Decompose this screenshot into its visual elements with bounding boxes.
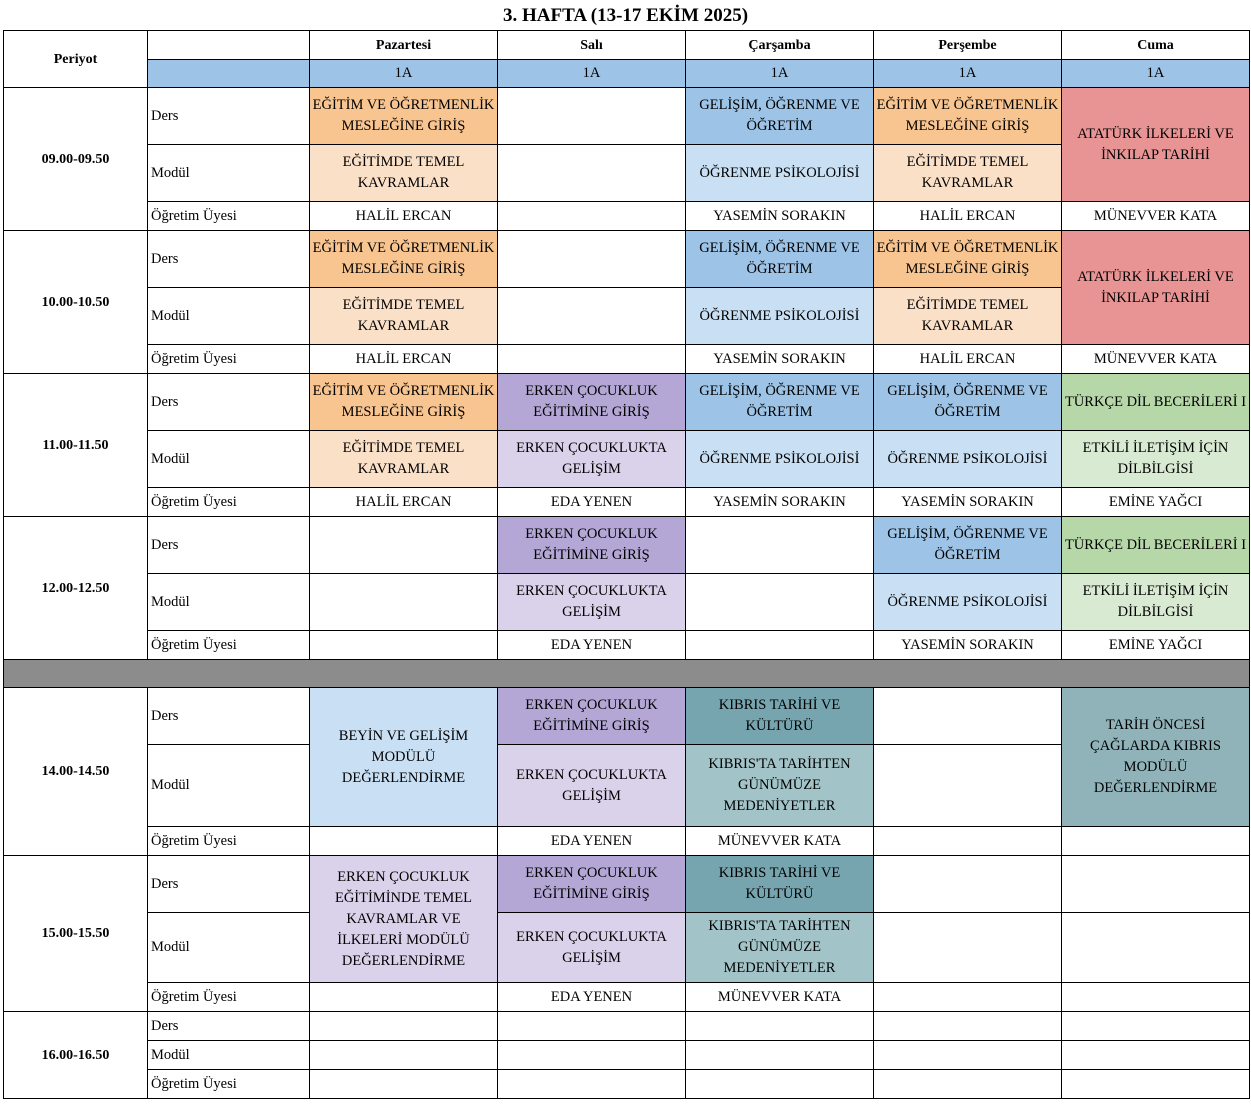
row-label-ders: Ders (148, 231, 310, 288)
module-cell: ERKEN ÇOCUKLUKTA GELİŞİM (498, 745, 686, 827)
class-header-blank (148, 60, 310, 88)
module-cell: KIBRIS'TA TARİHTEN GÜNÜMÜZE MEDENİYETLER (686, 913, 874, 983)
instructor-cell: EMİNE YAĞCI (1062, 488, 1250, 517)
module-cell: ERKEN ÇOCUKLUKTA GELİŞİM (498, 431, 686, 488)
day-header-friday: Cuma (1062, 31, 1250, 60)
evaluation-cell: BEYİN VE GELİŞİM MODÜLÜ DEĞERLENDİRME (310, 688, 498, 827)
instructor-cell: YASEMİN SORAKIN (686, 488, 874, 517)
module-cell: ERKEN ÇOCUKLUKTA GELİŞİM (498, 574, 686, 631)
row-label-modul: Modül (148, 574, 310, 631)
instructor-cell: HALİL ERCAN (310, 488, 498, 517)
empty-cell (498, 231, 686, 288)
module-cell: EĞİTİMDE TEMEL KAVRAMLAR (310, 288, 498, 345)
instructor-cell: MÜNEVVER KATA (686, 827, 874, 856)
empty-cell (686, 1070, 874, 1099)
instructor-cell: MÜNEVVER KATA (686, 983, 874, 1012)
class-label: 1A (310, 60, 498, 88)
module-cell: EĞİTİMDE TEMEL KAVRAMLAR (310, 431, 498, 488)
module-cell: EĞİTİMDE TEMEL KAVRAMLAR (874, 288, 1062, 345)
empty-cell (874, 688, 1062, 745)
module-cell: ETKİLİ İLETİŞİM İÇİN DİLBİLGİSİ (1062, 431, 1250, 488)
instructor-cell: YASEMİN SORAKIN (874, 488, 1062, 517)
instructor-cell: EDA YENEN (498, 631, 686, 660)
row-label-uye: Öğretim Üyesi (148, 202, 310, 231)
row-label-ders: Ders (148, 374, 310, 431)
course-cell: ATATÜRK İLKELERİ VE İNKILAP TARİHİ (1062, 88, 1250, 202)
instructor-cell: EDA YENEN (498, 827, 686, 856)
instructor-cell: EDA YENEN (498, 983, 686, 1012)
row-label-ders: Ders (148, 688, 310, 745)
instructor-cell: YASEMİN SORAKIN (686, 345, 874, 374)
row-label-modul: Modül (148, 431, 310, 488)
module-cell: ÖĞRENME PSİKOLOJİSİ (874, 431, 1062, 488)
empty-cell (310, 983, 498, 1012)
empty-cell (498, 288, 686, 345)
empty-cell (686, 1041, 874, 1070)
row-label-uye: Öğretim Üyesi (148, 345, 310, 374)
period-label: 15.00-15.50 (4, 856, 148, 1012)
day-header-tuesday: Salı (498, 31, 686, 60)
class-label: 1A (1062, 60, 1250, 88)
empty-cell (1062, 1012, 1250, 1041)
module-cell: KIBRIS'TA TARİHTEN GÜNÜMÜZE MEDENİYETLER (686, 745, 874, 827)
course-cell: GELİŞİM, ÖĞRENME VE ÖĞRETİM (874, 374, 1062, 431)
module-cell: EĞİTİMDE TEMEL KAVRAMLAR (310, 145, 498, 202)
empty-cell (686, 1012, 874, 1041)
instructor-cell: YASEMİN SORAKIN (874, 631, 1062, 660)
class-label: 1A (498, 60, 686, 88)
course-cell: GELİŞİM, ÖĞRENME VE ÖĞRETİM (686, 231, 874, 288)
course-cell: GELİŞİM, ÖĞRENME VE ÖĞRETİM (686, 88, 874, 145)
instructor-cell: YASEMİN SORAKIN (686, 202, 874, 231)
row-label-ders: Ders (148, 88, 310, 145)
empty-cell (310, 1070, 498, 1099)
course-cell: GELİŞİM, ÖĞRENME VE ÖĞRETİM (874, 517, 1062, 574)
period-label: 12.00-12.50 (4, 517, 148, 660)
empty-cell (498, 345, 686, 374)
empty-cell (1062, 913, 1250, 983)
period-label: 11.00-11.50 (4, 374, 148, 517)
instructor-cell: MÜNEVVER KATA (1062, 202, 1250, 231)
instructor-cell: EDA YENEN (498, 488, 686, 517)
empty-cell (1062, 1070, 1250, 1099)
row-label-uye: Öğretim Üyesi (148, 983, 310, 1012)
empty-cell (310, 574, 498, 631)
module-cell: ÖĞRENME PSİKOLOJİSİ (874, 574, 1062, 631)
course-cell: GELİŞİM, ÖĞRENME VE ÖĞRETİM (686, 374, 874, 431)
row-label-ders: Ders (148, 856, 310, 913)
class-label: 1A (686, 60, 874, 88)
empty-cell (310, 1041, 498, 1070)
row-label-ders: Ders (148, 517, 310, 574)
empty-cell (310, 517, 498, 574)
blank-header-cell (148, 31, 310, 60)
page-title: 3. HAFTA (13-17 EKİM 2025) (502, 5, 749, 26)
row-label-ders: Ders (148, 1012, 310, 1041)
periyot-header: Periyot (4, 31, 148, 88)
empty-cell (874, 913, 1062, 983)
row-label-uye: Öğretim Üyesi (148, 488, 310, 517)
course-cell: ERKEN ÇOCUKLUK EĞİTİMİNE GİRİŞ (498, 688, 686, 745)
empty-cell (874, 827, 1062, 856)
evaluation-cell: ERKEN ÇOCUKLUK EĞİTİMİNDE TEMEL KAVRAMLAR VE İLKELERİ MODÜLÜ DEĞERLENDİRME (310, 856, 498, 983)
row-label-modul: Modül (148, 913, 310, 983)
course-cell: EĞİTİM VE ÖĞRETMENLİK MESLEĞİNE GİRİŞ (310, 88, 498, 145)
empty-cell (1062, 983, 1250, 1012)
module-cell: ETKİLİ İLETİŞİM İÇİN DİLBİLGİSİ (1062, 574, 1250, 631)
empty-cell (310, 827, 498, 856)
instructor-cell: HALİL ERCAN (874, 202, 1062, 231)
course-cell: ERKEN ÇOCUKLUK EĞİTİMİNE GİRİŞ (498, 856, 686, 913)
course-cell: ERKEN ÇOCUKLUK EĞİTİMİNE GİRİŞ (498, 517, 686, 574)
empty-cell (1062, 827, 1250, 856)
empty-cell (310, 1012, 498, 1041)
class-label: 1A (874, 60, 1062, 88)
empty-cell (686, 631, 874, 660)
empty-cell (686, 574, 874, 631)
empty-cell (498, 1041, 686, 1070)
lunch-separator (4, 660, 1250, 688)
course-cell: KIBRIS TARİHİ VE KÜLTÜRÜ (686, 856, 874, 913)
module-cell: EĞİTİMDE TEMEL KAVRAMLAR (874, 145, 1062, 202)
module-cell: ERKEN ÇOCUKLUKTA GELİŞİM (498, 913, 686, 983)
empty-cell (874, 1012, 1062, 1041)
course-cell: EĞİTİM VE ÖĞRETMENLİK MESLEĞİNE GİRİŞ (310, 374, 498, 431)
course-cell: ATATÜRK İLKELERİ VE İNKILAP TARİHİ (1062, 231, 1250, 345)
row-label-uye: Öğretim Üyesi (148, 631, 310, 660)
day-header-monday: Pazartesi (310, 31, 498, 60)
period-label: 10.00-10.50 (4, 231, 148, 374)
empty-cell (1062, 856, 1250, 913)
empty-cell (498, 88, 686, 145)
empty-cell (874, 1041, 1062, 1070)
instructor-cell: HALİL ERCAN (874, 345, 1062, 374)
day-header-wednesday: Çarşamba (686, 31, 874, 60)
evaluation-cell: TARİH ÖNCESİ ÇAĞLARDA KIBRIS MODÜLÜ DEĞERLENDİRME (1062, 688, 1250, 827)
empty-cell (874, 745, 1062, 827)
module-cell: ÖĞRENME PSİKOLOJİSİ (686, 431, 874, 488)
day-header-thursday: Perşembe (874, 31, 1062, 60)
empty-cell (874, 1070, 1062, 1099)
empty-cell (498, 145, 686, 202)
row-label-uye: Öğretim Üyesi (148, 827, 310, 856)
instructor-cell: EMİNE YAĞCI (1062, 631, 1250, 660)
empty-cell (310, 631, 498, 660)
empty-cell (498, 1012, 686, 1041)
row-label-modul: Modül (148, 1041, 310, 1070)
module-cell: ÖĞRENME PSİKOLOJİSİ (686, 145, 874, 202)
row-label-modul: Modül (148, 145, 310, 202)
period-label: 14.00-14.50 (4, 688, 148, 856)
instructor-cell: MÜNEVVER KATA (1062, 345, 1250, 374)
course-cell: EĞİTİM VE ÖĞRETMENLİK MESLEĞİNE GİRİŞ (874, 88, 1062, 145)
row-label-uye: Öğretim Üyesi (148, 1070, 310, 1099)
course-cell: TÜRKÇE DİL BECERİLERİ I (1062, 517, 1250, 574)
period-label: 16.00-16.50 (4, 1012, 148, 1099)
row-label-modul: Modül (148, 745, 310, 827)
course-cell: EĞİTİM VE ÖĞRETMENLİK MESLEĞİNE GİRİŞ (310, 231, 498, 288)
module-cell: ÖĞRENME PSİKOLOJİSİ (686, 288, 874, 345)
row-label-modul: Modül (148, 288, 310, 345)
instructor-cell: HALİL ERCAN (310, 202, 498, 231)
empty-cell (874, 983, 1062, 1012)
empty-cell (498, 202, 686, 231)
empty-cell (498, 1070, 686, 1099)
instructor-cell: HALİL ERCAN (310, 345, 498, 374)
course-cell: KIBRIS TARİHİ VE KÜLTÜRÜ (686, 688, 874, 745)
schedule-table (3, 30, 1250, 1099)
empty-cell (874, 856, 1062, 913)
course-cell: TÜRKÇE DİL BECERİLERİ I (1062, 374, 1250, 431)
course-cell: EĞİTİM VE ÖĞRETMENLİK MESLEĞİNE GİRİŞ (874, 231, 1062, 288)
empty-cell (1062, 1041, 1250, 1070)
empty-cell (686, 517, 874, 574)
period-label: 09.00-09.50 (4, 88, 148, 231)
course-cell: ERKEN ÇOCUKLUK EĞİTİMİNE GİRİŞ (498, 374, 686, 431)
